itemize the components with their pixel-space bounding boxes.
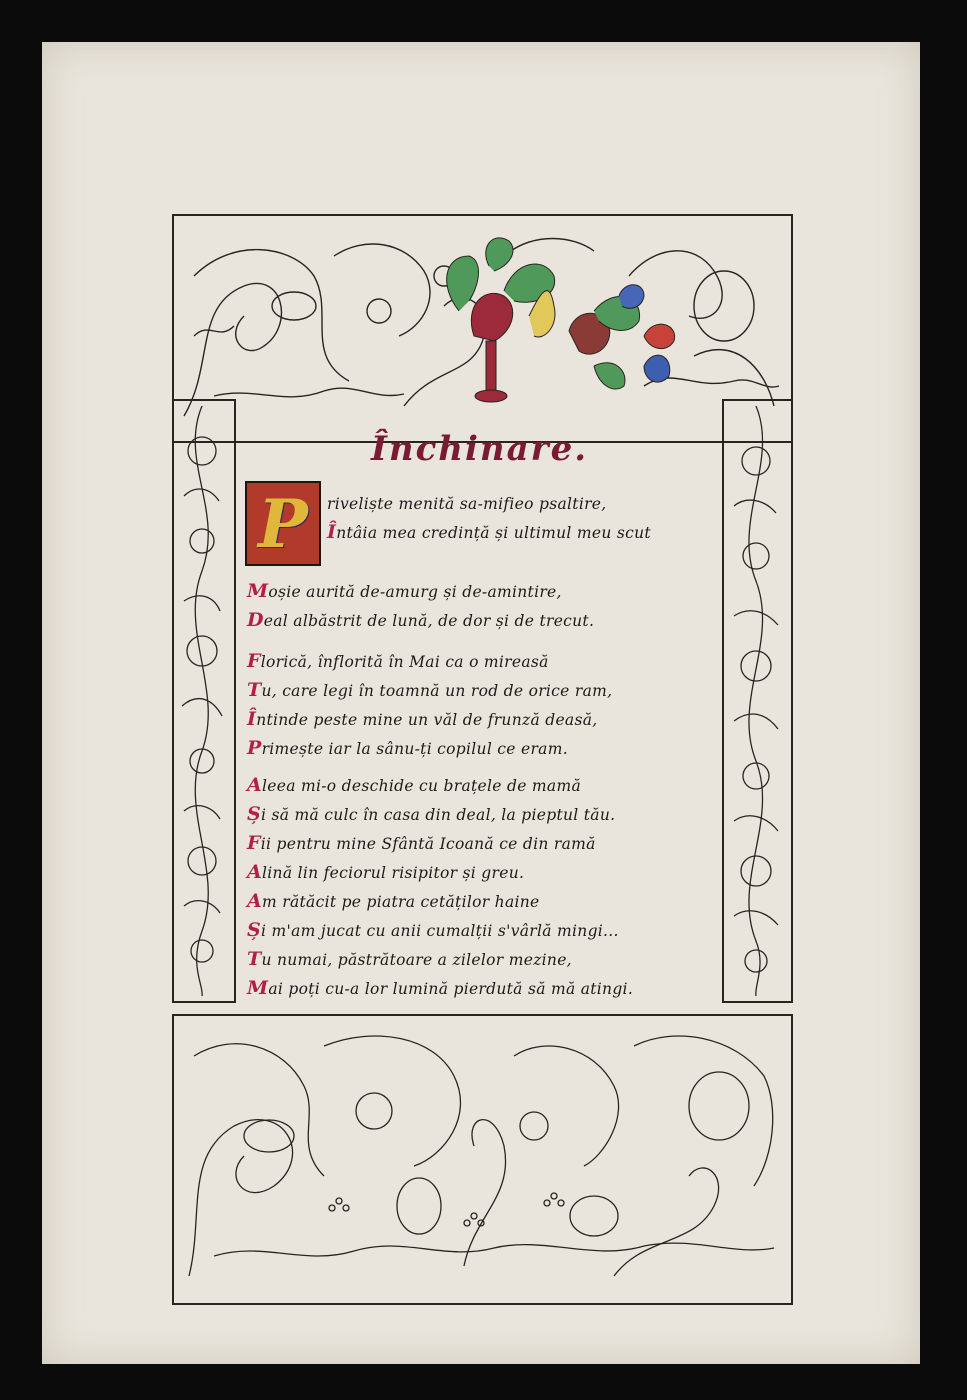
poem-line: Tu, care legi în toamnă un rod de orice ram, [247, 679, 613, 701]
left-ornamental-border [172, 399, 236, 1003]
poem-line: Și să mă culc în casa din deal, la pieptul tău. [247, 803, 616, 825]
bottom-border-illumination [174, 1016, 787, 1299]
poem-line: Întinde peste mine un văl de frunză deasă, [247, 708, 598, 730]
right-ornamental-border [722, 399, 793, 1003]
vase-bouquet-illumination [447, 238, 675, 402]
stanza-4 [247, 771, 717, 887]
poem-line: Primește iar la sânu-ți copilul ce eram. [247, 737, 568, 759]
manuscript-page [42, 42, 920, 1364]
poem-line: Alină lin feciorul risipitor și greu. [247, 861, 525, 883]
right-border-vines [724, 401, 787, 997]
poem-title: Închinare. [370, 429, 589, 469]
bottom-ornamental-border [172, 1014, 793, 1305]
poem-line: Fii pentru mine Sfântă Icoană ce din ramă [247, 832, 596, 854]
left-border-vines [174, 401, 230, 997]
poem-line: Tu numai, păstrătoare a zilelor mezine, [247, 948, 572, 970]
poem-line: Mai poți cu-a lor lumină pierdută să mă atingi. [247, 977, 634, 999]
poem-line: Deal albăstrit de lună, de dor și de trecut. [247, 609, 595, 631]
poem-text-block [242, 399, 717, 1009]
illuminated-initial-letter: P [258, 485, 308, 563]
poem-line: riveliște menită sa-mifieo psaltire, [327, 495, 607, 513]
stanza-1 [247, 489, 717, 547]
stanza-2 [247, 577, 717, 635]
stanza-3 [247, 647, 717, 763]
poem-line: Aleea mi-o deschide cu brațele de mamă [247, 774, 581, 796]
poem-line: Am rătăcit pe piatra cetăților haine [247, 890, 540, 912]
poem-line: Moșie aurită de-amurg și de-amintire, [247, 580, 562, 602]
poem-line: Florică, înflorită în Mai ca o mireasă [247, 650, 549, 672]
poem-line: Și m'am jucat cu anii cumalții s'vârlă mingi... [247, 919, 619, 941]
stanza-5 [247, 887, 717, 1003]
poem-line: Întâia mea credință și ultimul meu scut [327, 521, 651, 543]
